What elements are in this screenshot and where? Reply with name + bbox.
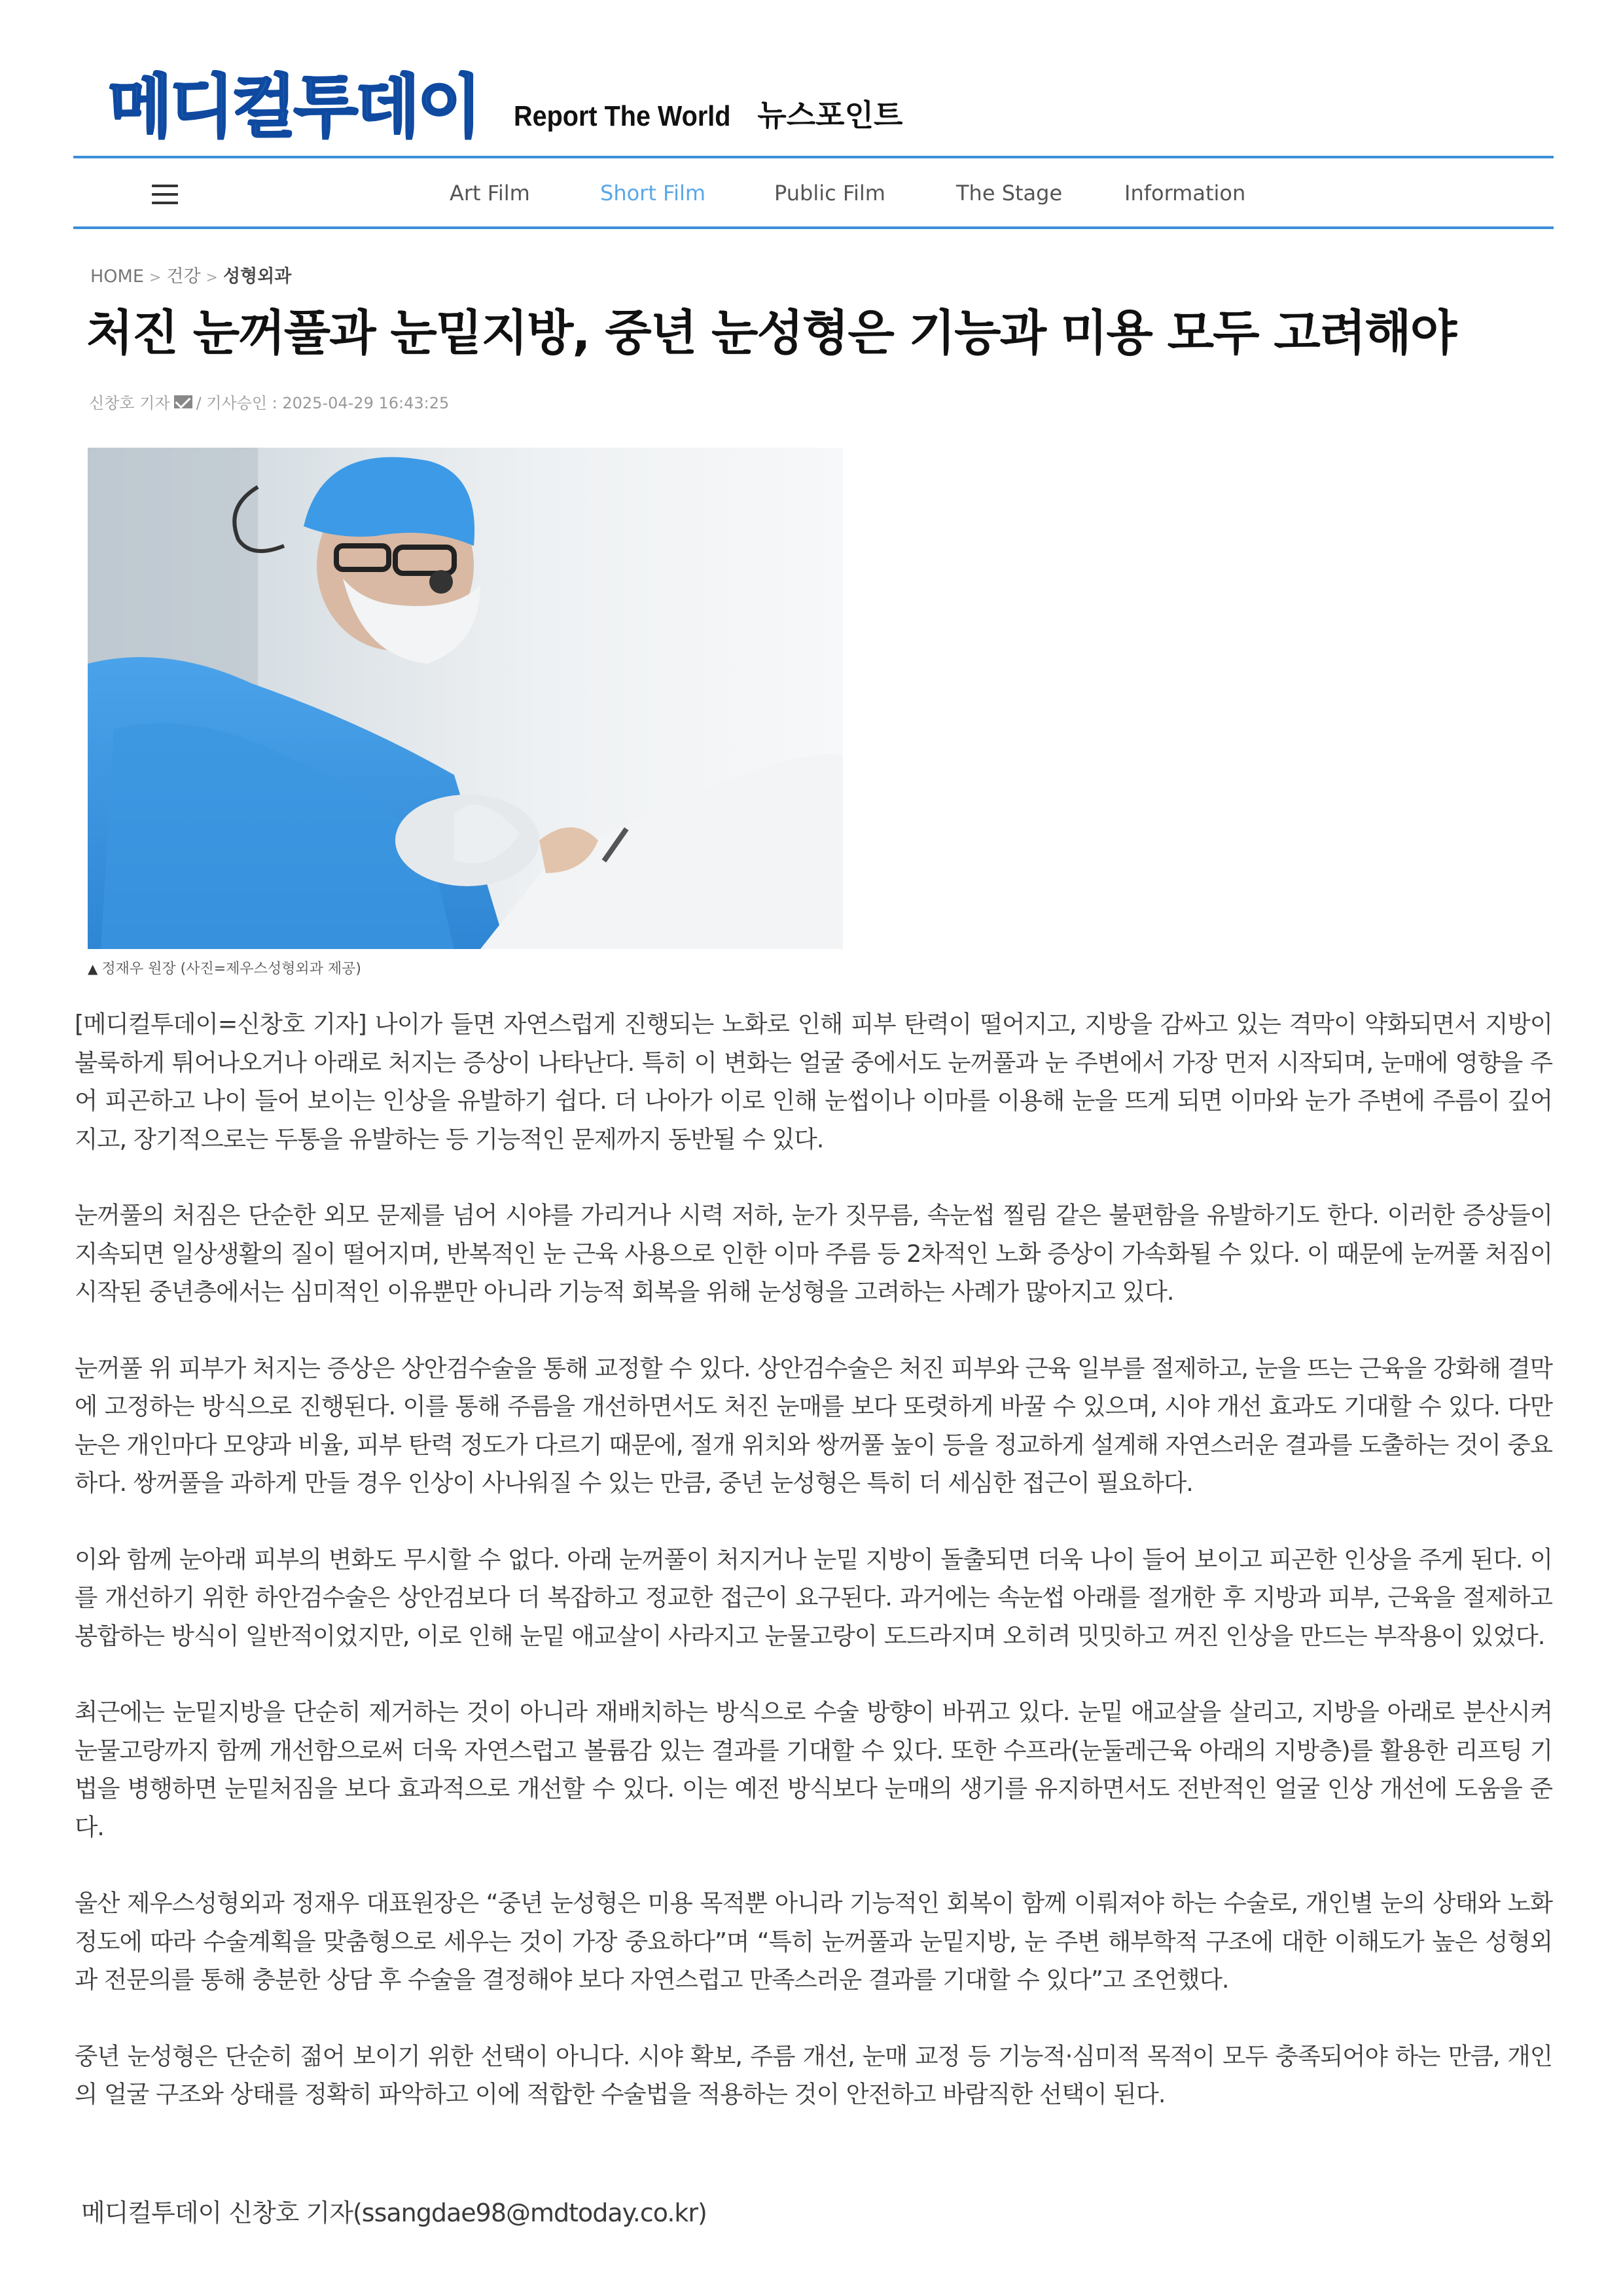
main-nav [0,177,1623,213]
author-name: 신창호 기자 [89,394,170,412]
author-signature: 메디컬투데이 신창호 기자(ssangdae98@mdtoday.co.kr) [81,2198,707,2227]
article-paragraph: 울산 제우스성형외과 정재우 대표원장은 “중년 눈성형은 미용 목적뿐 아니라 기능적인 회복이 함께 이뤄져야 하는 수술로, 개인별 눈의 상태와 노화 정도에 따라 수술계획을 맞춤형으로 세우는 것이 가장 중요하다”며 “특히 눈꺼풀과 눈밑지방, 눈 주변 해부학적 구조에 대한 이해도가 높은 성형외과 전문의를 통해 충분한 상담 후 수술을 결정해야 보다 자연스럽고 만족스러운 결과를 기대할 수 있다”고 조언했다. [75,1889,1552,1994]
breadcrumb-home[interactable]: HOME [90,266,144,287]
nav-item-the-stage[interactable]: The Stage [956,181,1063,206]
slogan-korean: 뉴스포인트 [757,98,903,133]
photo-caption-text: 정재우 원장 (사진=제우스성형외과 제공) [101,961,362,977]
breadcrumb [90,262,291,287]
breadcrumb-current[interactable]: 성형외과 [223,266,292,287]
site-logo[interactable] [108,58,487,149]
header-top-divider [73,156,1554,158]
article-byline [89,390,449,413]
site-slogan [514,92,902,135]
article-paragraph: 중년 눈성형은 단순히 젊어 보이기 위한 선택이 아니다. 시야 확보, 주름 개선, 눈매 교정 등 기능적·심미적 목적이 모두 충족되어야 하는 만큼, 개인의 얼굴 구조와 상태를 정확히 파악하고 이에 적합한 수술법을 적용하는 것이 안전하고 바람직한 선택이 된다. [75,2041,1552,2108]
breadcrumb-separator-icon: > [149,270,162,286]
article-paragraph: 이와 함께 눈아래 피부의 변화도 무시할 수 없다. 아래 눈꺼풀이 처지거나 눈밑 지방이 돌출되면 더욱 나이 들어 보이고 피곤한 인상을 주게 된다. 이를 개선하기 위한 하안검수술은 상안검보다 더 복잡하고 정교한 접근이 요구된다. 과거에는 속눈썹 아래를 절개한 후 지방과 피부, 근육을 절제하고 봉합하는 방식이 일반적이었지만, 이로 인해 눈밑 애교살이 사라지고 눈물고랑이 도드라지며 오히려 밋밋하고 꺼진 인상을 만드는 부작용이 있었다. [75,1545,1552,1650]
nav-item-information[interactable]: Information [1124,181,1246,206]
surgeon-photo-illustration [88,448,843,949]
breadcrumb-section[interactable]: 건강 [166,266,201,287]
photo-caption [88,958,361,978]
nav-item-art-film[interactable]: Art Film [450,181,530,206]
article-body [75,1005,1552,2152]
article-paragraph: 눈꺼풀의 처짐은 단순한 외모 문제를 넘어 시야를 가리거나 시력 저하, 눈가 짓무름, 속눈썹 찔림 같은 불편함을 유발하기도 한다. 이러한 증상들이 지속되면 일상생활의 질이 떨어지며, 반복적인 눈 근육 사용으로 인한 이마 주름 등 2차적인 노화 증상이 가속화될 수 있다. 이 때문에 눈꺼풀 처짐이 시작된 중년층에서는 심미적인 이유뿐만 아니라 기능적 회복을 위해 눈성형을 고려하는 사례가 많아지고 있다. [75,1201,1552,1306]
nav-item-short-film[interactable]: Short Film [600,181,706,206]
article-paragraph: [메디컬투데이=신창호 기자] 나이가 들면 자연스럽게 진행되는 노화로 인해 피부 탄력이 떨어지고, 지방을 감싸고 있는 격막이 약화되면서 지방이 불룩하게 튀어나오거나 아래로 처지는 증상이 나타난다. 특히 이 변화는 얼굴 중에서도 눈꺼풀과 눈 주변에서 가장 먼저 시작되며, 눈매에 영향을 주어 피곤하고 나이 들어 보이는 인상을 유발하기 쉽다. 더 나아가 이로 인해 눈썹이나 이마를 이용해 눈을 뜨게 되면 이마와 눈가 주변에 주름이 깊어지고, 장기적으로는 두통을 유발하는 등 기능적인 문제까지 동반될 수 있다. [75,1010,1552,1153]
nav-item-public-film[interactable]: Public Film [774,181,885,206]
article-paragraph: 최근에는 눈밑지방을 단순히 제거하는 것이 아니라 재배치하는 방식으로 수술 방향이 바뀌고 있다. 눈밑 애교살을 살리고, 지방을 아래로 분산시켜 눈물고랑까지 함께 개선함으로써 더욱 자연스럽고 볼륨감 있는 결과를 기대할 수 있다. 또한 수프라(눈둘레근육 아래의 지방층)를 활용한 리프팅 기법을 병행하면 눈밑처짐을 보다 효과적으로 개선할 수 있다. 이는 예전 방식보다 눈매의 생기를 유지하면서도 전반적인 얼굴 인상 개선에 도움을 준다. [75,1698,1552,1841]
mail-icon[interactable] [174,395,192,408]
article-photo [88,448,843,949]
logo-text[interactable]: 메디컬투데이 [108,67,480,147]
triangle-up-icon: ▲ [88,961,98,977]
slogan-english: Report The World [514,100,731,132]
publish-date: / 기사승인 : 2025-04-29 16:43:25 [196,394,450,412]
header-bottom-divider [73,226,1554,229]
article-paragraph: 눈꺼풀 위 피부가 처지는 증상은 상안검수술을 통해 교정할 수 있다. 상안검수술은 처진 피부와 근육 일부를 절제하고, 눈을 뜨는 근육을 강화해 결막에 고정하는 방식으로 진행된다. 이를 통해 주름을 개선하면서도 처진 눈매를 보다 또렷하게 바꿀 수 있으며, 시야 개선 효과도 기대할 수 있다. 다만 눈은 개인마다 모양과 비율, 피부 탄력 정도가 다르기 때문에, 절개 위치와 쌍꺼풀 높이 등을 정교하게 설계해 자연스러운 결과를 도출하는 것이 중요하다. 쌍꺼풀을 과하게 만들 경우 인상이 사나워질 수 있는 만큼, 중년 눈성형은 특히 더 세심한 접근이 필요하다. [75,1354,1552,1497]
article-title: 처진 눈꺼풀과 눈밑지방, 중년 눈성형은 기능과 미용 모두 고려해야 [86,305,1456,361]
breadcrumb-separator-icon: > [205,270,218,286]
site-header [0,0,1623,236]
